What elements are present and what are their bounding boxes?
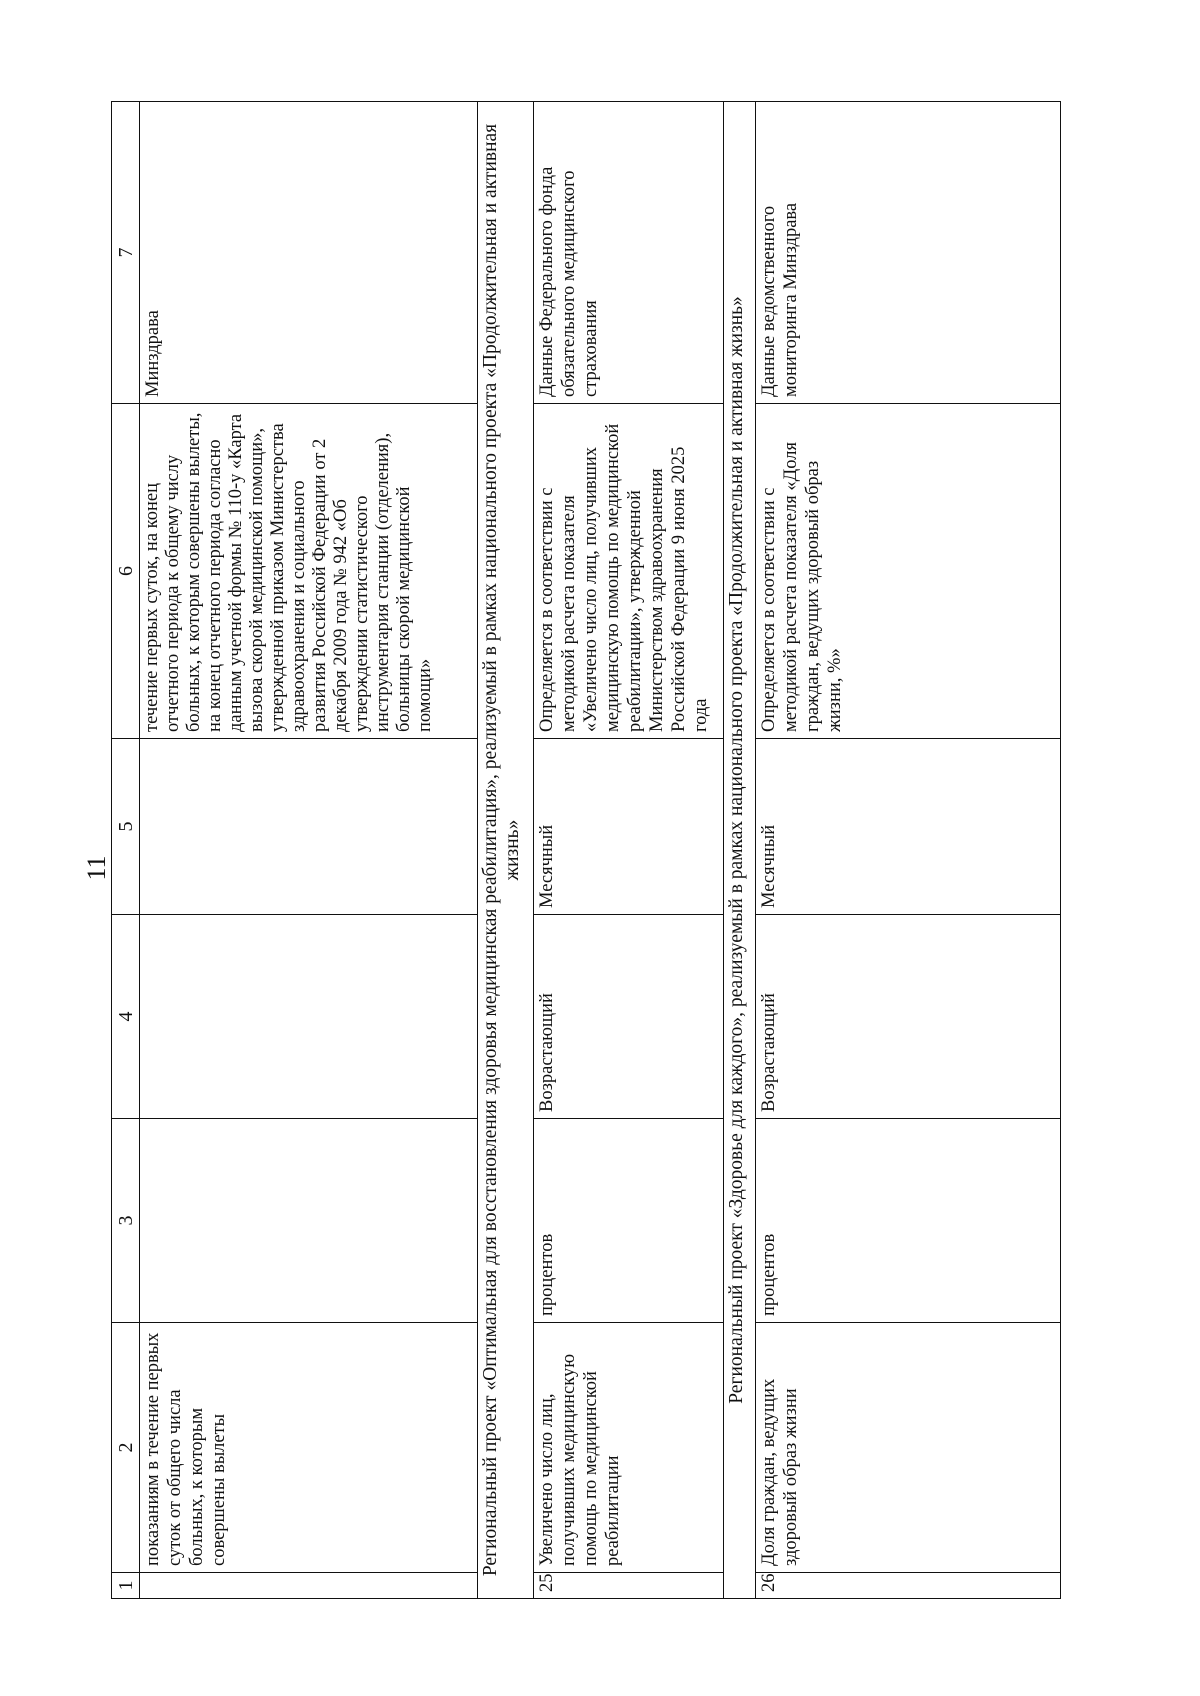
row-number-cell xyxy=(140,1573,478,1599)
table-row xyxy=(756,102,1061,1599)
section-row xyxy=(724,102,756,1599)
indicator-table xyxy=(111,101,1061,1599)
row-number-cell: 26 xyxy=(756,1573,1061,1599)
indicator-name-cell: показаниям в течение первых суток от общего числа больных, к которым совершены вылеты xyxy=(140,1323,478,1573)
unit-cell: процентов xyxy=(756,1119,1061,1323)
section-title: Региональный проект «Оптимальная для восстановления здоровья медицинская реабилитация», реализуемый в рамках национального проекта «Продолжительная и активная жизнь» xyxy=(478,102,534,1599)
periodicity-cell xyxy=(140,739,478,915)
unit-cell: процентов xyxy=(534,1119,724,1323)
column-header: 1 xyxy=(112,1573,140,1599)
column-number-row xyxy=(112,102,140,1599)
column-header: 3 xyxy=(112,1119,140,1323)
column-header: 7 xyxy=(112,102,140,404)
page-number: 11 xyxy=(82,855,111,881)
indicator-name-cell: Увеличено число лиц, получивших медицинскую помощь по медицинской реабилитации xyxy=(534,1323,724,1573)
column-header: 4 xyxy=(112,915,140,1119)
method-cell: Определяется в соответствии с методикой расчета показателя «Увеличено число лиц, получивших медицинскую помощь по медицинской реабилитации», утвержденной Министерством здравоохранения Российской Федерации 9 июня 2025 года xyxy=(534,404,724,739)
section-row xyxy=(478,102,534,1599)
column-header: 6 xyxy=(112,404,140,739)
column-header: 5 xyxy=(112,739,140,915)
periodicity-cell: Месячный xyxy=(756,739,1061,915)
section-title: Региональный проект «Здоровье для каждого», реализуемый в рамках национального проекта «Продолжительная и активная жизнь» xyxy=(724,102,756,1599)
dynamics-cell: Возрастающий xyxy=(756,915,1061,1119)
method-cell: Определяется в соответствии с методикой расчета показателя «Доля граждан, ведущих здоровый образ жизни, %» xyxy=(756,404,1061,739)
source-cell: Данные ведомственного мониторинга Минздрава xyxy=(756,102,1061,404)
dynamics-cell: Возрастающий xyxy=(534,915,724,1119)
dynamics-cell xyxy=(140,915,478,1119)
column-header: 2 xyxy=(112,1323,140,1573)
row-number-cell: 25 xyxy=(534,1573,724,1599)
source-cell: Данные Федерального фонда обязательного медицинского страхования xyxy=(534,102,724,404)
unit-cell xyxy=(140,1119,478,1323)
source-cell: Минздрава xyxy=(140,102,478,404)
method-cell: течение первых суток, на конец отчетного периода к общему числу больных, к которым совершены вылеты, на конец отчетного периода согласно данным учетной формы № 110-у «Карта вызова скорой медицинской помощи», утвержденной приказом Министерства здравоохранения и социального развития Российской Федерации от 2 декабря 2009 года № 942 «Об утверждении статистического инструментария станции (отделения), больницы скорой медицинской помощи» xyxy=(140,404,478,739)
periodicity-cell: Месячный xyxy=(534,739,724,915)
indicator-name-cell: Доля граждан, ведущих здоровый образ жизни xyxy=(756,1323,1061,1573)
table-row xyxy=(534,102,724,1599)
rotated-table-container xyxy=(111,102,1061,1599)
table-row xyxy=(140,102,478,1599)
